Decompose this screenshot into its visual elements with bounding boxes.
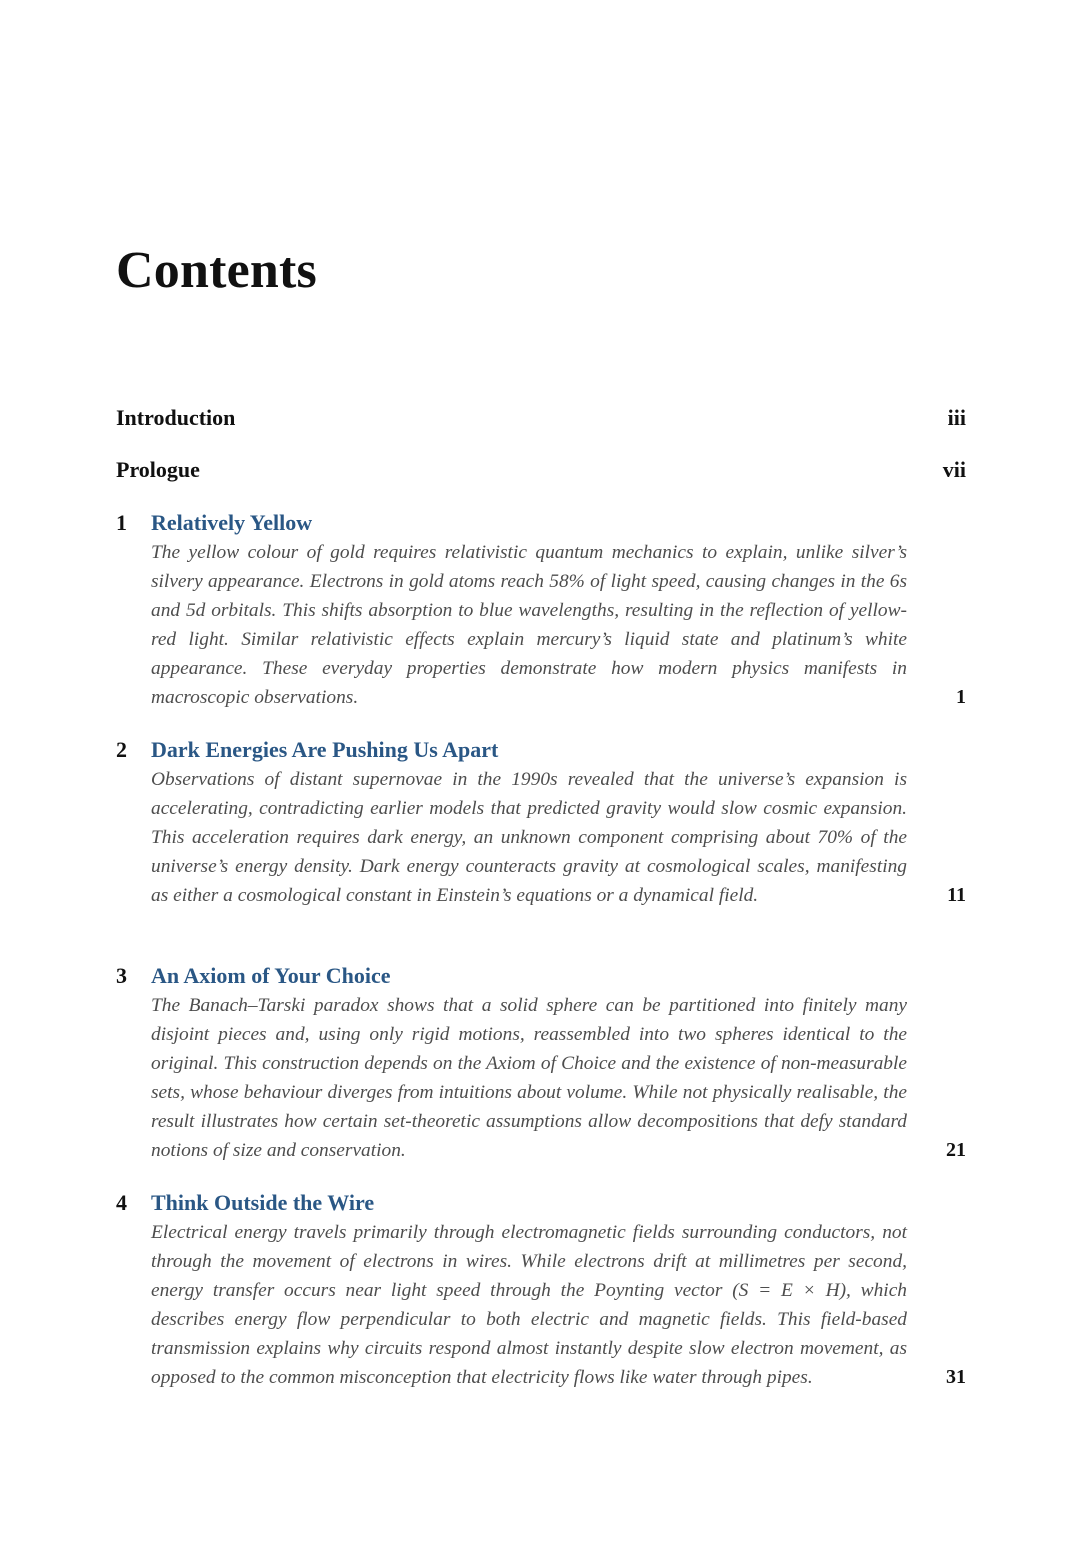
chapter-title-link[interactable]: Dark Energies Are Pushing Us Apart: [151, 737, 499, 762]
chapter-body: [151, 991, 966, 1165]
toc-page-number: 21: [946, 1139, 966, 1161]
toc-chapter-3[interactable]: [116, 961, 966, 1165]
chapter-heading: [116, 1188, 966, 1218]
chapter-body: [151, 765, 966, 910]
chapter-body: [151, 1218, 966, 1392]
chapter-number: 1: [116, 510, 127, 535]
chapter-heading: [116, 961, 966, 991]
toc-page-number: 11: [947, 884, 966, 906]
chapter-summary: Observations of distant supernovae in the 1990s revealed that the universe’s expansion is accelerating, contradicting earlier models that predicted gravity would slow cosmic expansion. This acceleration requires dark energy, an unknown component comprising about 70% of the universe’s energy density. Dark energy counteracts gravity at cosmological scales, manifesting as either a cosmological constant in Einstein’s equations or a dynamical field.: [151, 769, 907, 906]
chapter-title-link[interactable]: Relatively Yellow: [151, 510, 313, 535]
chapter-summary: Electrical energy travels primarily through electromagnetic fields surrounding conductors, not through the movement of electrons in wires. While electrons drift at millimetres per second, energy transfer occurs near light speed through the Poynting vector (S = E × H), which describes energy flow perpendicular to both electric and magnetic fields. This field-based transmission explains why circuits respond almost instantly despite slow electron movement, as opposed to the common misconception that electricity flows like water through pipes.: [151, 1222, 907, 1388]
chapter-summary: The Banach–Tarski paradox shows that a solid sphere can be partitioned into finitely many disjoint pieces and, using only rigid motions, reassembled into two spheres identical to the original. This construction depends on the Axiom of Choice and the existence of non-measurable sets, whose behaviour diverges from intuitions about volume. While not physically realisable, the result illustrates how certain set-theoretic assumptions allow decompositions that defy standard notions of size and conservation.: [151, 995, 907, 1161]
toc-entry-label: Introduction: [116, 405, 236, 430]
toc-page-number: 1: [956, 686, 966, 708]
toc-chapter-2[interactable]: [116, 735, 966, 910]
toc-chapter-4[interactable]: [116, 1188, 966, 1392]
chapter-title-link[interactable]: Think Outside the Wire: [151, 1190, 375, 1215]
toc-chapter-1[interactable]: [116, 508, 966, 712]
toc-entry-prologue[interactable]: [116, 455, 966, 485]
chapter-heading: [116, 508, 966, 538]
toc-entry-label: Prologue: [116, 457, 200, 482]
page-title: Contents: [116, 242, 317, 299]
chapter-title-link[interactable]: An Axiom of Your Choice: [151, 963, 391, 988]
chapter-number: 2: [116, 737, 127, 762]
chapter-summary: The yellow colour of gold requires relativistic quantum mechanics to explain, unlike silver’s silvery appearance. Electrons in gold atoms reach 58% of light speed, causing changes in the 6s and 5d orbitals. This shifts absorption to blue wavelengths, resulting in the reflection of yellow-red light. Similar relativistic effects explain mercury’s liquid state and platinum’s white appearance. These everyday properties demonstrate how modern physics manifests in macroscopic observations.: [151, 542, 907, 708]
toc-page-number: 31: [946, 1366, 966, 1388]
chapter-heading: [116, 735, 966, 765]
chapter-body: [151, 538, 966, 712]
toc-page-number: vii: [942, 457, 966, 482]
chapter-number: 3: [116, 963, 127, 988]
toc-page-number: iii: [947, 405, 966, 430]
toc-entry-introduction[interactable]: [116, 403, 966, 433]
chapter-number: 4: [116, 1190, 127, 1215]
